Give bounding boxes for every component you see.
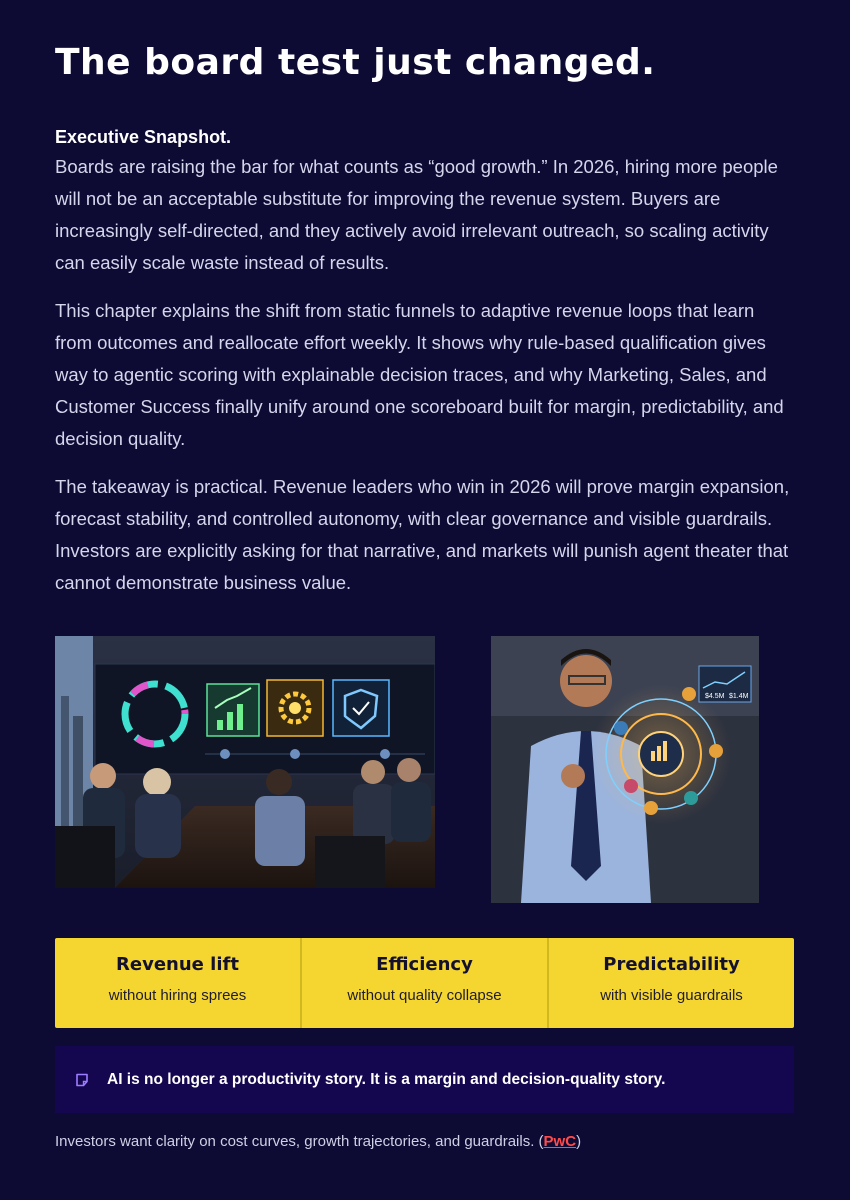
right-metric-1: $4.5M: [705, 693, 725, 700]
card-subtitle: without hiring sprees: [108, 987, 247, 1004]
snapshot-label: Executive Snapshot.: [55, 127, 232, 147]
page-title: The board test just changed.: [55, 42, 656, 83]
value-cards: [55, 938, 794, 1028]
paragraph-chapter: This chapter explains the shift from static funnels to adaptive revenue loops that learn from outcomes and reallocate effort weekly. It shows why rule-based qualification gives way to agentic scoring with explainable decision traces, and why Marketing, Sales, and Customer Success finally unify around one scoreboard built for margin, predictability, and decision quality.: [55, 300, 784, 449]
right-metric-2: $1.4M: [729, 693, 749, 700]
card-revenue-lift: [55, 938, 302, 1028]
callout-box: [55, 1046, 794, 1113]
callout-text: AI is no longer a productivity story. It is a margin and decision-quality story.: [107, 1070, 666, 1088]
paragraph-takeaway: The takeaway is practical. Revenue leaders who win in 2026 will prove margin expansion, forecast stability, and controlled autonomy, with clear governance and visible guardrails. Investors are explicitly asking for that narrative, and markets will punish agent theater that cannot demonstrate business value.: [55, 476, 790, 593]
executive-snapshot: [55, 123, 795, 279]
hologram-image: [491, 636, 759, 903]
card-efficiency: [302, 938, 549, 1028]
card-subtitle: with visible guardrails: [600, 987, 743, 1004]
note-icon: [75, 1073, 89, 1087]
body-text: [55, 123, 795, 615]
source-link-pwc[interactable]: PwC: [543, 1133, 577, 1150]
snapshot-paragraph: Boards are raising the bar for what counts as “good growth.” In 2026, hiring more people will not be an acceptable substitute for improving the revenue system. Buyers are increasingly self-directed, and they actively avoid irrelevant outreach, so scaling activity can easily scale waste instead of results.: [55, 156, 778, 273]
footnote: [55, 1133, 581, 1150]
boardroom-image: [55, 636, 435, 888]
card-title: Efficiency: [376, 954, 473, 975]
card-title: Revenue lift: [116, 954, 239, 975]
card-predictability: [549, 938, 794, 1028]
card-subtitle: without quality collapse: [347, 987, 502, 1004]
card-title: Predictability: [603, 954, 740, 975]
footnote-close: ): [576, 1133, 582, 1150]
footnote-text: Investors want clarity on cost curves, growth trajectories, and guardrails. (: [55, 1133, 544, 1150]
